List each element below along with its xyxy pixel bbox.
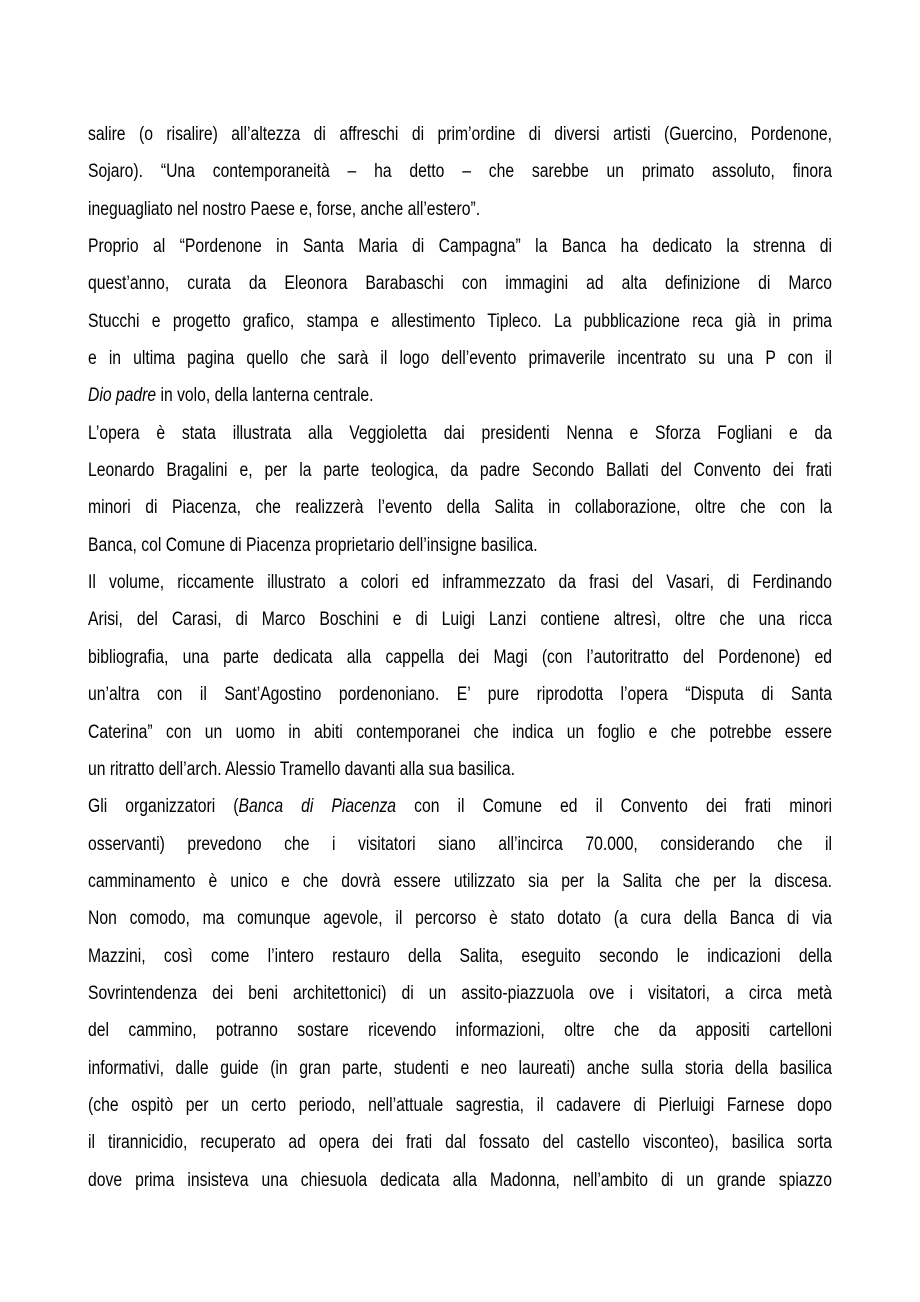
text-line: [88, 452, 832, 489]
text-segment: in volo, della lanterna centrale.: [156, 385, 374, 407]
text-line: [88, 153, 832, 190]
text-segment: Il volume, riccamente illustrato a colori ed inframmezzato da frasi del Vasari, di Ferdinando: [88, 572, 833, 594]
text-segment: con il Comune ed il Convento dei frati minori: [396, 796, 833, 818]
text-line: [88, 601, 832, 638]
text-segment: Non comodo, ma comunque agevole, il percorso è stato dotato (a cura della Banca di via: [88, 908, 833, 930]
text-segment: (che ospitò per un certo periodo, nell’attuale sagrestia, il cadavere di Pierluigi Farnese dopo: [88, 1094, 833, 1116]
document-page: [88, 116, 832, 1199]
paragraph-5: [88, 788, 832, 1199]
text-line: [88, 489, 832, 526]
paragraph-2: [88, 228, 832, 415]
text-segment: Caterina” con un uomo in abiti contemporanei che indica un foglio e che potrebbe essere: [88, 721, 833, 743]
text-segment: informativi, dalle guide (in gran parte, studenti e neo laureati) anche sulla storia della basilica: [88, 1057, 833, 1079]
text-segment: dove prima insisteva una chiesuola dedicata alla Madonna, nell’ambito di un grande spiazzo: [88, 1169, 833, 1191]
text-segment: L’opera è stata illustrata alla Veggioletta dai presidenti Nenna e Sforza Fogliani e da: [88, 422, 833, 444]
text-segment: minori di Piacenza, che realizzerà l’evento della Salita in collaborazione, oltre che con la: [88, 497, 833, 519]
text-segment: Stucchi e progetto grafico, stampa e allestimento Tipleco. La pubblicazione reca già in prima: [88, 310, 833, 332]
text-segment: ineguagliato nel nostro Paese e, forse, anche all’estero”.: [88, 198, 481, 220]
text-segment: Leonardo Bragalini e, per la parte teologica, da padre Secondo Ballati del Convento dei frati: [88, 460, 833, 482]
text-line: [88, 303, 832, 340]
text-line: [88, 116, 832, 153]
text-line: [88, 788, 832, 825]
text-line: [88, 377, 832, 414]
text-line: [88, 1162, 832, 1199]
text-segment: camminamento è unico e che dovrà essere utilizzato sia per la Salita che per la discesa.: [88, 870, 833, 892]
italic-text-segment: Banca di Piacenza: [238, 796, 397, 818]
text-line: [88, 191, 832, 228]
text-line: [88, 228, 832, 265]
text-line: [88, 1012, 832, 1049]
text-line: [88, 938, 832, 975]
text-segment: bibliografia, una parte dedicata alla cappella dei Magi (con l’autoritratto del Pordenone) ed: [88, 646, 833, 668]
text-line: [88, 415, 832, 452]
text-line: [88, 975, 832, 1012]
text-segment: e in ultima pagina quello che sarà il logo dell’evento primaverile incentrato su una P con il: [88, 348, 833, 370]
text-line: [88, 676, 832, 713]
text-line: [88, 1087, 832, 1124]
text-segment: Mazzini, così come l’intero restauro della Salita, eseguito secondo le indicazioni della: [88, 945, 833, 967]
text-line: [88, 265, 832, 302]
paragraph-1: [88, 116, 832, 228]
text-segment: un ritratto dell’arch. Alessio Tramello davanti alla sua basilica.: [88, 758, 515, 780]
text-segment: Arisi, del Carasi, di Marco Boschini e di Luigi Lanzi contiene altresì, oltre che una ricca: [88, 609, 833, 631]
paragraph-4: [88, 564, 832, 788]
text-line: [88, 1124, 832, 1161]
text-line: [88, 639, 832, 676]
text-segment: un’altra con il Sant’Agostino pordenoniano. E’ pure riprodotta l’opera “Disputa di Santa: [88, 684, 833, 706]
text-segment: Sojaro). “Una contemporaneità – ha detto – che sarebbe un primato assoluto, finora: [88, 161, 833, 183]
text-segment: Banca, col Comune di Piacenza proprietario dell’insigne basilica.: [88, 534, 538, 556]
text-segment: il tirannicidio, recuperato ad opera dei frati dal fossato del castello visconteo), basilica sorta: [88, 1132, 833, 1154]
text-segment: Proprio al “Pordenone in Santa Maria di Campagna” la Banca ha dedicato la strenna di: [88, 236, 833, 258]
text-segment: quest’anno, curata da Eleonora Barabaschi con immagini ad alta definizione di Marco: [88, 273, 833, 295]
text-segment: del cammino, potranno sostare ricevendo informazioni, oltre che da appositi cartelloni: [88, 1020, 833, 1042]
text-segment: salire (o risalire) all’altezza di affreschi di prim’ordine di diversi artisti (Guercino, Pordenone,: [88, 124, 833, 145]
text-line: [88, 863, 832, 900]
text-line: [88, 900, 832, 937]
text-line: [88, 751, 832, 788]
text-line: [88, 1050, 832, 1087]
text-segment: osservanti) prevedono che i visitatori siano all’incirca 70.000, considerando che il: [88, 833, 833, 855]
text-segment: Gli organizzatori (: [88, 796, 239, 818]
text-line: [88, 527, 832, 564]
text-segment: Sovrintendenza dei beni architettonici) di un assito-piazzuola ove i visitatori, a circa metà: [88, 982, 833, 1004]
text-line: [88, 714, 832, 751]
paragraph-3: [88, 415, 832, 564]
text-line: [88, 826, 832, 863]
text-line: [88, 340, 832, 377]
text-line: [88, 564, 832, 601]
italic-text-segment: Dio padre: [88, 385, 157, 407]
